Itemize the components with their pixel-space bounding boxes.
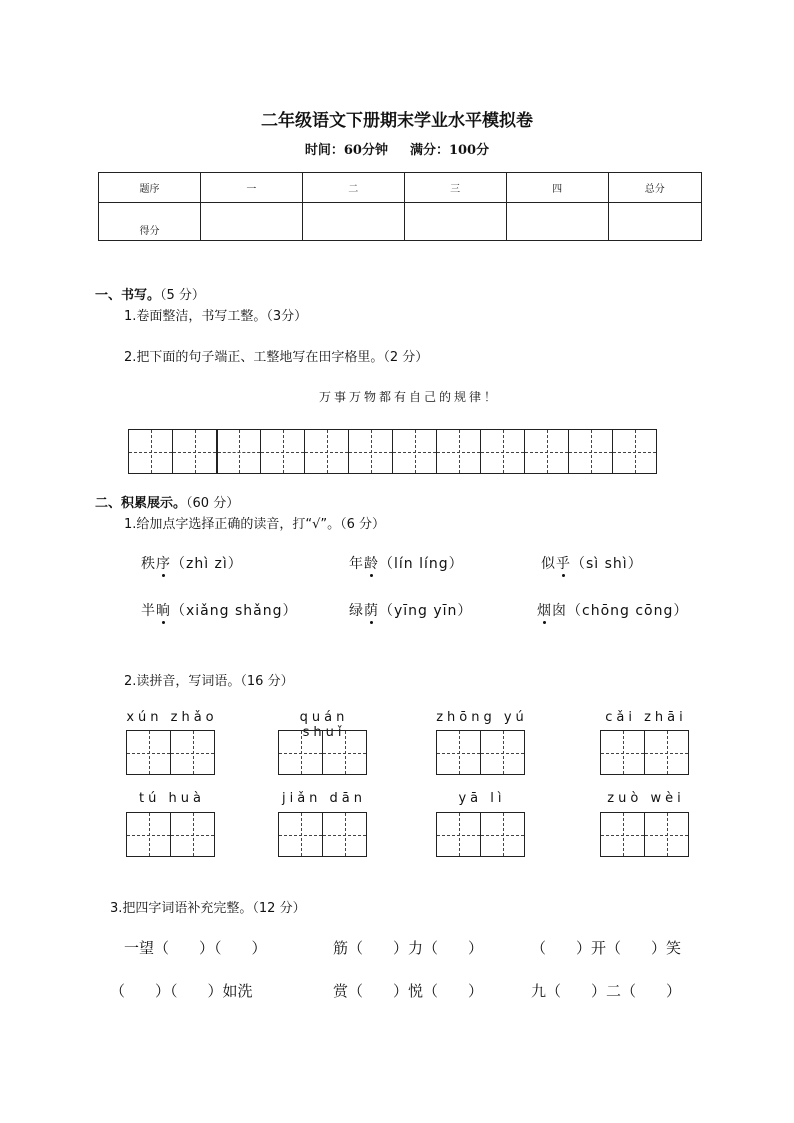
grid-cell[interactable] [278,812,323,857]
grid-cell[interactable] [172,429,217,474]
exam-time: 时间：60分钟 [304,143,388,158]
pronunciation-item [141,600,297,620]
section-2-question-2: 2.读拼音，写词语。（16 分） [124,674,294,689]
section-1-title: 一、书写。 [95,288,161,303]
grid-cell[interactable] [480,730,525,775]
pinyin-options[interactable]: （lín líng） [379,556,464,572]
word-grid[interactable] [126,812,214,857]
section-2-question-1: 1.给加点字选择正确的读音，打“√”。（6 分） [124,517,386,532]
grid-cell[interactable] [600,812,645,857]
dotted-char: 荫 [364,603,379,619]
score-table-header-cell: 四 [506,173,608,203]
score-table-header-row [99,173,702,203]
score-table-header-cell: 一 [200,173,302,203]
grid-cell[interactable] [568,429,613,474]
dotted-char: 龄 [364,556,379,572]
page-title: 二年级语文下册期末学业水平模拟卷 [261,111,533,131]
grid-cell[interactable] [126,812,171,857]
section-1-heading [95,284,205,303]
word-grid[interactable] [600,730,688,775]
grid-cell[interactable] [612,429,657,474]
word-grid[interactable] [436,812,524,857]
word-char: 半 [141,603,156,619]
pinyin-label: zuò wèi [607,791,685,806]
word-char: 似 [541,556,556,572]
pinyin-label: yā lì [458,791,506,806]
pronunciation-item [537,600,688,620]
score-table-header-cell: 总分 [608,173,701,203]
section-2-question-3: 3.把四字词语补充完整。（12 分） [110,901,306,916]
word-grid[interactable] [278,730,366,775]
pronunciation-item [349,553,464,573]
grid-cell[interactable] [322,730,367,775]
grid-cell[interactable] [304,429,349,474]
idiom-item[interactable]: 赏（ ）悦（ ） [333,982,484,1000]
grid-cell[interactable] [128,429,173,474]
dotted-char: 烟 [537,603,552,619]
score-table-header-cell: 二 [302,173,404,203]
grid-cell[interactable] [436,429,481,474]
grid-cell[interactable] [436,812,481,857]
score-input-cell[interactable] [404,203,506,241]
word-grid[interactable] [126,730,214,775]
score-table [98,172,702,241]
pinyin-options[interactable]: （chōng cōng） [567,603,689,619]
grid-cell[interactable] [480,429,525,474]
dotted-char: 序 [156,556,171,572]
score-input-cell[interactable] [506,203,608,241]
idiom-item[interactable]: （ ）（ ）如洗 [110,982,253,1000]
grid-cell[interactable] [524,429,569,474]
grid-cell[interactable] [170,812,215,857]
grid-cell[interactable] [644,730,689,775]
score-input-cell[interactable] [200,203,302,241]
score-input-cell[interactable] [302,203,404,241]
idiom-item[interactable]: 一望（ ）（ ） [124,939,267,957]
section-1-points: （5 分） [160,288,205,303]
score-input-cell[interactable] [608,203,701,241]
section-1-question-2: 2.把下面的句子端正、工整地写在田字格里。（2 分） [124,350,429,365]
pinyin-label: tú huà [139,791,205,806]
word-char: 囱 [552,603,567,619]
dotted-char: 乎 [556,556,571,572]
grid-cell[interactable] [278,730,323,775]
grid-cell[interactable] [600,730,645,775]
pinyin-label: quán shuǐ [299,710,349,740]
pinyin-label: xún zhǎo [126,710,218,725]
grid-cell[interactable] [348,429,393,474]
word-char: 绿 [349,603,364,619]
grid-cell[interactable] [126,730,171,775]
exam-score: 满分：100分 [409,143,490,158]
pinyin-label: cǎi zhāi [605,710,687,725]
idiom-item[interactable]: 筋（ ）力（ ） [333,939,484,957]
copy-sentence: 万事万物都有自己的规律！ [318,390,499,404]
grid-cell[interactable] [644,812,689,857]
score-table-header-cell: 题序 [99,173,201,203]
pinyin-options[interactable]: （yīng yīn） [379,603,473,619]
pronunciation-item [141,553,243,573]
score-row-label: 得分 [99,203,201,241]
pinyin-label: jiǎn dān [281,791,367,806]
pinyin-options[interactable]: （sì shì） [571,556,643,572]
grid-cell[interactable] [216,429,261,474]
score-table-score-row [99,203,702,241]
score-table-header-cell: 三 [404,173,506,203]
grid-cell[interactable] [260,429,305,474]
idiom-item[interactable]: （ ）开（ ）笑 [531,939,682,957]
section-2-points: （60 分） [186,496,240,511]
pinyin-options[interactable]: （xiǎng shǎng） [171,603,298,619]
writing-grid[interactable] [128,429,656,474]
word-grid[interactable] [278,812,366,857]
pinyin-label: zhōng yú [436,710,528,725]
dotted-char: 晌 [156,603,171,619]
section-2-title: 二、积累展示。 [95,496,187,511]
exam-info [0,139,794,158]
word-char: 秩 [141,556,156,572]
word-grid[interactable] [436,730,524,775]
grid-cell[interactable] [480,812,525,857]
grid-cell[interactable] [436,730,481,775]
grid-cell[interactable] [392,429,437,474]
grid-cell[interactable] [322,812,367,857]
pronunciation-item [349,600,472,620]
section-2-heading [95,492,239,511]
pronunciation-item [541,553,643,573]
pinyin-options[interactable]: （zhì zì） [171,556,243,572]
section-1-question-1: 1.卷面整洁，书写工整。（3分） [124,309,308,324]
word-char: 年 [349,556,364,572]
word-grid[interactable] [600,812,688,857]
grid-cell[interactable] [170,730,215,775]
idiom-item[interactable]: 九（ ）二（ ） [531,982,682,1000]
